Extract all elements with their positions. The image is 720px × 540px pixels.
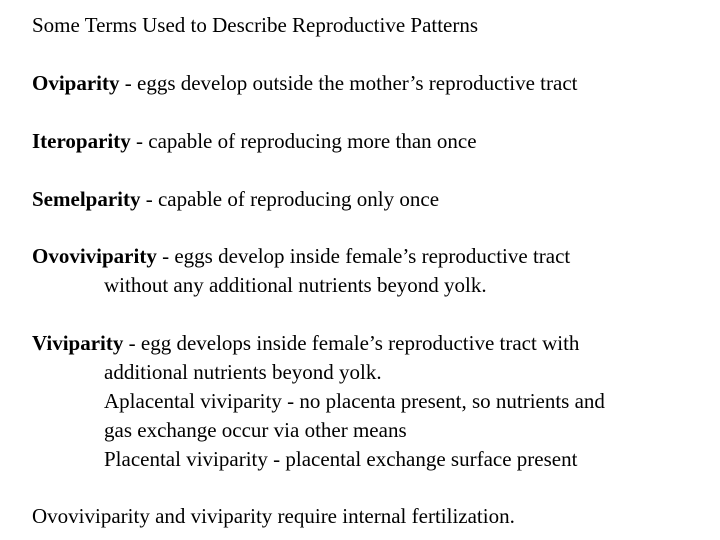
- term-continuation: without any additional nutrients beyond yolk.: [104, 273, 487, 297]
- term-iteroparity: [32, 127, 477, 156]
- term-name: Semelparity: [32, 187, 141, 211]
- sub-item-placental: Placental viviparity - placental exchange surface present: [104, 447, 578, 471]
- slide: [32, 0, 712, 540]
- term-ovoviviparity: [32, 242, 570, 300]
- footer-note: Ovoviviparity and viviparity require internal fertilization.: [32, 504, 515, 528]
- term-oviparity: [32, 69, 577, 98]
- term-name: Ovoviviparity: [32, 244, 157, 268]
- sub-item-aplacental-continuation: gas exchange occur via other means: [104, 418, 407, 442]
- term-continuation: additional nutrients beyond yolk.: [104, 360, 382, 384]
- term-line: [32, 242, 570, 271]
- term-definition: - capable of reproducing only once: [140, 187, 440, 211]
- term-definition: - capable of reproducing more than once: [130, 129, 477, 153]
- term-line: [32, 69, 577, 98]
- term-definition: - egg develops inside female’s reproductive tract with: [123, 331, 580, 355]
- sub-item-aplacental: Aplacental viviparity - no placenta present, so nutrients and: [104, 389, 605, 413]
- term-definition: - eggs develop outside the mother’s reproductive tract: [119, 71, 578, 95]
- term-viviparity: [32, 329, 605, 474]
- term-name: Oviparity: [32, 71, 120, 95]
- term-line: [32, 185, 439, 214]
- term-line: [32, 127, 477, 156]
- term-line: [32, 329, 605, 358]
- term-semelparity: [32, 185, 439, 214]
- term-name: Viviparity: [32, 331, 124, 355]
- slide-title: Some Terms Used to Describe Reproductive Patterns: [32, 13, 479, 37]
- term-name: Iteroparity: [32, 129, 131, 153]
- term-definition: - eggs develop inside female’s reproductive tract: [156, 244, 571, 268]
